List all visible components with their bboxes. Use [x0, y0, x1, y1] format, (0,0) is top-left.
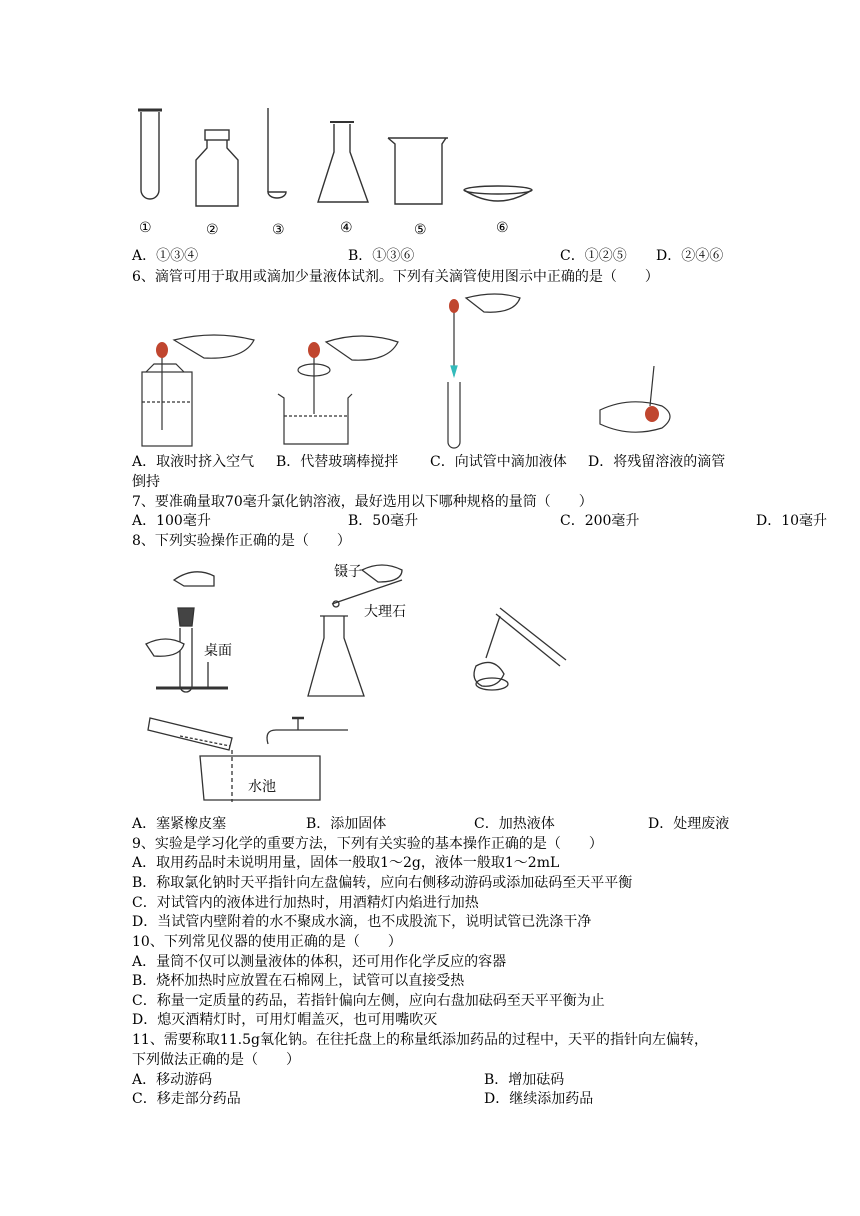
q6-option-d: D．将残留溶液的滴管 [588, 454, 726, 470]
q7-stem: 7、要准确量取70毫升氯化钠溶液，最好选用以下哪种规格的量筒（ ） [132, 494, 593, 510]
q5-option-b: B．①③⑥ [348, 248, 415, 264]
medicine-spoon-drawing [268, 108, 286, 198]
q10-option-d: D．熄灭酒精灯时，可用灯帽盖灭，也可用嘴吹灭 [132, 1012, 438, 1028]
fig-label-4: ④ [340, 220, 353, 236]
q6-option-c: C．向试管中滴加液体 [430, 454, 567, 470]
q7-option-b: B．50毫升 [348, 513, 419, 529]
label-sink: 水池 [248, 779, 276, 795]
q11-option-a: A．移动游码 [132, 1072, 213, 1088]
q11-option-b: B．增加砝码 [484, 1072, 565, 1088]
q7-option-c: C．200毫升 [560, 513, 640, 529]
q7-option-d: D．10毫升 [756, 513, 828, 529]
q6-option-d-cont: 倒持 [132, 474, 160, 490]
q10-option-b: B．烧杯加热时应放置在石棉网上，试管可以直接受热 [132, 973, 465, 989]
evaporating-dish-drawing [464, 186, 532, 201]
q8-option-b: B．添加固体 [306, 816, 387, 832]
fig-label-2: ② [206, 222, 219, 238]
test-tube-drawing [138, 110, 162, 199]
lab-operation-figure [140, 556, 590, 812]
q11-stem-line1: 11、需要称取11.5g氧化钠。在往托盘上的称量纸添加药品的过程中，天平的指针向左偏转， [132, 1032, 708, 1048]
fig-label-6: ⑥ [496, 220, 509, 236]
q5-option-c: C．①②⑤ [560, 248, 627, 264]
glassware-figure [130, 100, 570, 240]
q11-option-d: D．继续添加药品 [484, 1091, 594, 1107]
q10-option-c: C．称量一定质量的药品，若指针偏向左侧，应向右盘加砝码至天平平衡为止 [132, 993, 605, 1009]
label-tweezers: 镊子 [334, 564, 362, 580]
q8-stem: 8、下列实验操作正确的是（ ） [132, 533, 351, 549]
conical-flask-drawing [318, 122, 368, 202]
q9-option-a: A．取用药品时未说明用量，固体一般取1～2g，液体一般取1～2mL [132, 855, 560, 871]
reagent-bottle-drawing [196, 130, 238, 206]
q6-option-b: B．代替玻璃棒搅拌 [276, 454, 399, 470]
q9-option-d: D．当试管内壁附着的水不聚成水滴，也不成股流下，说明试管已洗涤干净 [132, 914, 592, 930]
beaker-drawing [388, 138, 448, 204]
q9-option-b: B．称取氯化钠时天平指针向左盘偏转，应向右侧移动游码或添加砝码至天平平衡 [132, 875, 633, 891]
q9-option-c: C．对试管内的液体进行加热时，用酒精灯内焰进行加热 [132, 895, 479, 911]
q10-stem: 10、下列常见仪器的使用正确的是（ ） [132, 934, 402, 950]
fig-label-3: ③ [272, 222, 285, 238]
dropper-figure [130, 290, 740, 450]
q11-option-c: C．移走部分药品 [132, 1091, 241, 1107]
q8-option-d: D．处理废液 [648, 816, 730, 832]
label-desk: 桌面 [204, 643, 232, 659]
q6-stem: 6、滴管可用于取用或滴加少量液体试剂。下列有关滴管使用图示中正确的是（ ） [132, 269, 659, 285]
q10-option-a: A．量筒不仅可以测量液体的体积，还可用作化学反应的容器 [132, 954, 507, 970]
q5-option-d: D．②④⑥ [656, 248, 724, 264]
q11-stem-line2: 下列做法正确的是（ ） [132, 1052, 300, 1068]
q8-option-a: A．塞紧橡皮塞 [132, 816, 227, 832]
q8-option-c: C．加热液体 [474, 816, 555, 832]
q7-option-a: A．100毫升 [132, 513, 211, 529]
q9-stem: 9、实验是学习化学的重要方法，下列有关实验的基本操作正确的是（ ） [132, 836, 603, 852]
fig-label-1: ① [139, 220, 152, 236]
q5-option-a: A．①③④ [132, 248, 199, 264]
fig-label-5: ⑤ [414, 222, 427, 238]
q6-option-a: A．取液时挤入空气 [132, 454, 255, 470]
label-marble: 大理石 [364, 604, 406, 620]
